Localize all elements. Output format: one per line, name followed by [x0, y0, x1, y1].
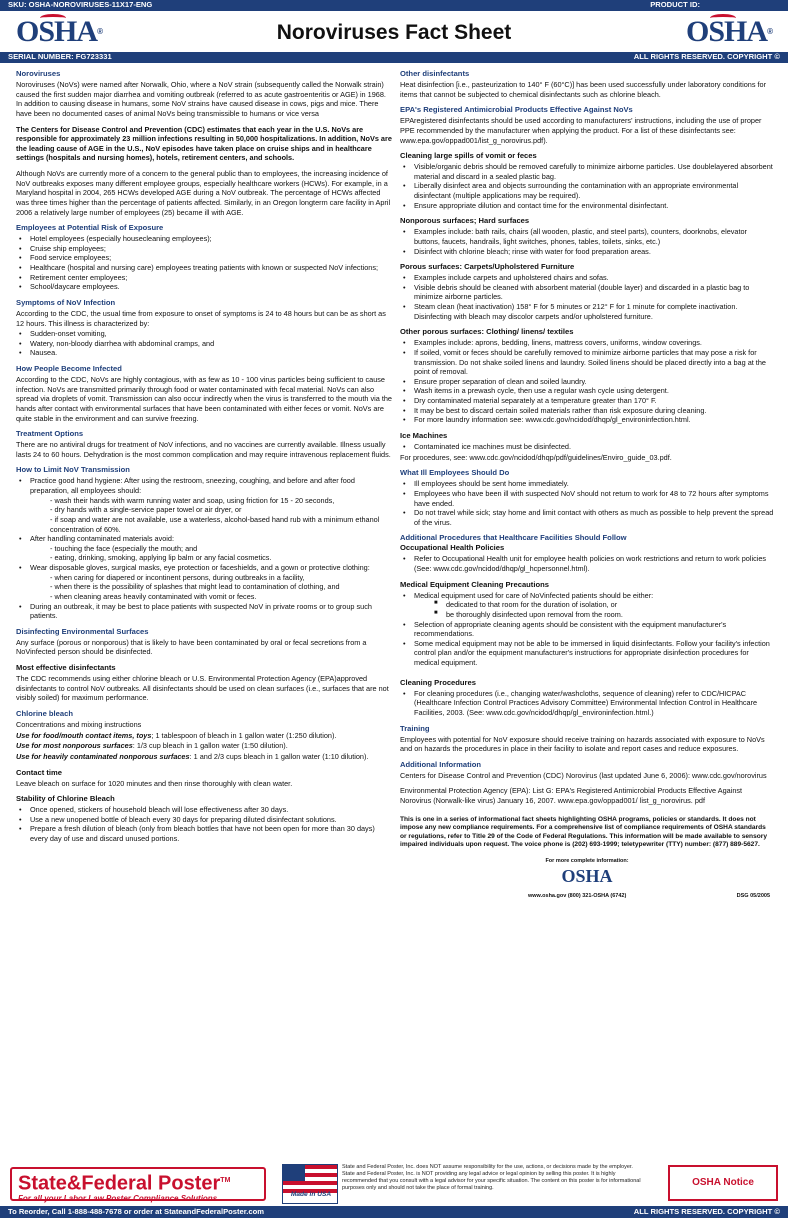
list-item: • Ill employees should be sent home immediately.	[400, 479, 774, 489]
list-item: • Steam clean (heat inactivation) 158° F for 5 minutes or 212° F for 1 minute for complete inactivation. Disinfecting with bleach may discolor carpets and/or upholstered furniture.	[400, 302, 774, 321]
right-column	[400, 69, 774, 900]
list-item: • Hotel employees (especially housecleaning employees);	[16, 234, 392, 244]
list-item: • Practice good hand hygiene: After using the restroom, sneezing, coughing, and before and after food preparation, all employees should:	[16, 476, 392, 495]
paragraph: Employees with potential for NoV exposure should receive training on hazards associated with exposure to NoVs and on hazards the procedures in place in their facility to isolate and report cases and reduce exposures.	[400, 734, 765, 754]
paragraph: According to the CDC, the usual time from exposure to onset of symptoms is 24 to 48 hours but can be as short as 12 hours. This illness is characterized by:	[16, 308, 386, 328]
section-heading: Other disinfectants	[400, 69, 470, 78]
sub-item: - touching the face (especially the mouth; and	[50, 543, 198, 553]
sub-item: - eating, drinking, smoking, applying lip balm or any facial cosmetics.	[50, 553, 272, 563]
list-item: • For more laundry information see: www.cdc.gov/ncidod/dhqp/gl_environinfection.html.	[400, 415, 774, 425]
disclaimer: State and Federal Poster, Inc. does NOT assume responsibility for the use, actions, or decisions made by the employer. State and Federal Poster, Inc. is NOT providing any legal advice or legal opinion by selling this poster. It is highly recommended that you consult with a legal advisor for your specific situation. The content on this poster is for informational purposes only and should not take the place of formal training.	[342, 1164, 641, 1191]
paragraph: Centers for Disease Control and Prevention (CDC) Norovirus (last updated June 6, 2006): www.cdc.gov/norovirus	[400, 770, 767, 780]
list-item: • School/daycare employees.	[16, 282, 392, 292]
section-heading: How People Become Infected	[16, 364, 122, 374]
section-heading: What Ill Employees Should Do	[400, 468, 510, 478]
list-item: • Food service employees;	[16, 253, 392, 263]
list-item: • Once opened, stickers of household bleach will lose effectiveness after 30 days.	[16, 805, 392, 815]
list-item: • Contaminated ice machines must be disinfected.	[400, 442, 774, 452]
list-item: • Sudden-onset vomiting,	[16, 329, 392, 339]
list-item: • Use a new unopened bottle of bleach every 30 days for preparing diluted disinfectant solutions.	[16, 815, 392, 825]
list-item: • Examples include: bath rails, chairs (all wooden, plastic, and steel parts), counters, doorknobs, elevator buttons, faucets, handrails, light switches, phones, tables, toilets, sinks, etc.)	[400, 227, 774, 246]
footer	[0, 1161, 788, 1206]
subsection-heading: Stability of Chlorine Bleach	[16, 794, 115, 804]
paragraph: Concentrations and mixing instructions	[16, 720, 142, 730]
list-item: • Prepare a fresh dilution of bleach (only from bleach bottles that have not been open for more than 30 days) every day of use and discard unused portions.	[16, 824, 392, 843]
subsection-heading: Occupational Health Policies	[400, 543, 505, 553]
paragraph: EPAregistered disinfectants should be used according to manufacturers' instructions, including the use of proper PPE recommended by the manufacturer when applying the product. For a list of these disinfectants see: www.epa.gov/oppad001/list_g_norovirus.pdf).	[400, 116, 762, 145]
list-item: • Refer to Occupational Health unit for employee health policies on work restrictions and return to work policies (See: www.cdc.gov/ncidod/dhqp/gl_hcpersonnel.html).	[400, 554, 774, 573]
osha-small-logo: OSHA	[561, 866, 613, 887]
sub-item: - wash their hands with warm running water and soap, using friction for 15 - 20 seconds,	[50, 495, 335, 505]
list-item: • Wash items in a prewash cycle, then use a regular wash cycle using detergent.	[400, 386, 774, 396]
section-heading: How to Limit NoV Transmission	[16, 465, 130, 475]
product-id-label: PRODUCT ID:	[650, 0, 700, 10]
subsection-heading: Nonporous surfaces; Hard surfaces	[400, 216, 530, 226]
sub-item: - when caring for diapered or incontinent persons, during outbreaks in a facility,	[50, 572, 305, 582]
sub-item: - if soap and water are not available, use a waterless, alcohol-based hand rub with a minimum ethanol concentration of 60%.	[50, 514, 380, 534]
top-bar	[0, 0, 788, 11]
bleach-instruction: Use for heavily contaminated nonporous surfaces: 1 and 2/3 cups bleach in 1 gallon water (1:10 dilution).	[16, 751, 369, 761]
list-item: • Employees who have been ill with suspected NoV should not return to work for 48 to 72 hours after symptoms have ended.	[400, 489, 774, 508]
list-item: • After handling contaminated materials avoid:	[16, 534, 392, 544]
list-item: • Watery, non-bloody diarrhea with abdominal cramps, and	[16, 339, 392, 349]
paragraph: Leave bleach on surface for 1020 minutes and then rinse thoroughly with clean water.	[16, 778, 293, 788]
list-item: • It may be best to discard certain soiled materials rather than risk exposure during cleaning.	[400, 406, 774, 416]
osha-notice-badge: OSHA Notice	[668, 1165, 778, 1201]
header	[0, 11, 788, 52]
list-item: • Do not travel while sick; stay home and limit contact with others as much as possible to help prevent the spread of the virus.	[400, 508, 774, 527]
for-info-label: For more complete information:	[545, 857, 629, 864]
sub-item: ■ be thoroughly disinfected upon removal from the room.	[400, 610, 774, 620]
serial-bar	[0, 52, 788, 63]
paragraph: Heat disinfection [i.e., pasteurization to 140° F (60°C)] has been used successfully under laboratory conditions for items that cannot be subjected to chemical disinfectants such as chlorine bleach.	[400, 80, 767, 99]
section-heading: Chlorine bleach	[16, 709, 73, 718]
textile-list	[400, 338, 774, 425]
list-item: • Liberally disinfect area and objects surrounding the contamination with an appropriate environmental disinfectant (multiple applications may be required).	[400, 181, 774, 200]
serial-number: SERIAL NUMBER: FG723331	[8, 52, 112, 62]
paragraph: Noroviruses (NoVs) were named after Norwalk, Ohio, where a NoV strain (subsequently called the Norwalk strain) caused the first sudden major diarrhea and vomiting outbreak (referred to as acute gastroenteritis or AGE) in 1968. In addition to causing disease in humans, some NoV strains have caused disease in cows, pigs and mice. There have been no documented cases of animal NoVs being transmissible to humans or vice versa	[16, 80, 386, 118]
ice-list	[400, 442, 774, 452]
paragraph: The Centers for Disease Control and Prevention (CDC) estimates that each year in the U.S. NoVs are responsible for approximately 23 million infections resulting in 50,000 hospitalizations. In addition, NoVs are the leading cause of AGE in the U.S., NoV episodes have taken place on cruise ships and in healthcare settings (hospitals and nursing homes), hotels, retirement centers, and schools.	[16, 124, 392, 163]
cleaning-list	[400, 689, 774, 718]
porous-list	[400, 273, 774, 321]
list-item: • Visible debris should be cleaned with absorbent material (double layer) and discarded in a plastic bag to minimize airborne particles.	[400, 283, 774, 302]
paragraph: Although NoVs are currently more of a concern to the general public than to employees, the increasing incidence of NoV outbreaks exposes many different employee groups, especially healthcare workers (HCWs). For example, in a Maryland hospital in 2004, 265 HCWs developed AGE during a NoV outbreak. The percentage of HCWs affected was three times higher than the percentage of patients affected. Similarly, in an Oregon longterm care facility in April 2006 a relatively large number of employees (25) became ill with AGE.	[16, 169, 391, 217]
section-heading: Additional Information	[400, 759, 481, 769]
risk-list	[16, 234, 392, 292]
osha-contact-block	[400, 858, 774, 901]
section-heading: Additional Procedures that Healthcare Facilities Should Follow	[400, 533, 627, 543]
subsection-heading: Porous surfaces: Carpets/Upholstered Furniture	[400, 262, 575, 272]
osha-contact: www.osha.gov (800) 321-OSHA (6742)	[528, 893, 627, 900]
section-heading: Employees at Potential Risk of Exposure	[16, 223, 164, 233]
section-heading: Treatment Options	[16, 429, 84, 439]
list-item: • If soiled, vomit or feces should be carefully removed to minimize airborne particles that may pose a risk for transmission. Do not shake soiled linens and laundry. Soiled linens should be placed directly into a bag at the point of removal.	[400, 348, 774, 377]
list-item: • Medical equipment used for care of NoVinfected patients should be either:	[400, 591, 774, 601]
sub-item: - when cleaning areas heavily contaminated with vomit or feces.	[50, 591, 257, 601]
subsection-heading: Medical Equipment Cleaning Precautions	[400, 579, 549, 589]
list-item: • For cleaning procedures (i.e., changing water/washcloths, sequence of cleaning) refer to CDC/HICPAC (Healthcare Infection Control Practices Advisory Committee) Environmental Infection Control in Healthcare Facilities, 2003. (See: www.cdc.gov/ncidod/dhqp/gl_environinfection.html.)	[400, 689, 774, 718]
subsection-heading: Cleaning Procedures	[400, 677, 476, 687]
subsection-heading: Other porous surfaces: Clothing/ linens/ textiles	[400, 327, 574, 337]
section-heading: EPA's Registered Antimicrobial Products Effective Against NoVs	[400, 105, 633, 115]
symptom-list	[16, 329, 392, 358]
subsection-heading: Cleaning large spills of vomit or feces	[400, 151, 537, 161]
made-in-usa-flag-icon: Made in USA	[282, 1164, 338, 1204]
medical-list	[400, 591, 774, 668]
limit-list	[16, 476, 392, 620]
list-item: • Ensure proper separation of clean and soiled laundry.	[400, 377, 774, 387]
page-title: Noroviruses Fact Sheet	[276, 21, 512, 44]
paragraph: The CDC recommends using either chlorine bleach or U.S. Environmental Protection Agency (EPA)approved disinfectants to control NoV outbreaks. All disinfectants should be used on clean surfaces (i.e., surfaces that are not visibly soiled) for maximum performance.	[16, 674, 389, 703]
list-item: • Cruise ship employees;	[16, 244, 392, 254]
occupational-list	[400, 554, 774, 573]
osha-logo-left: OSHA®	[16, 15, 102, 48]
section-heading: Symptoms of NoV Infection	[16, 297, 116, 307]
list-item: • Examples include carpets and upholstered chairs and sofas.	[400, 273, 774, 283]
section-heading: Noroviruses	[16, 69, 61, 78]
bottom-bar	[0, 1206, 788, 1218]
paragraph: Any surface (porous or nonporous) that is likely to have been contaminated by oral or fecal secretions from a NoVinfected person should be disinfected.	[16, 637, 367, 657]
list-item: • Disinfect with chlorine bleach; rinse with water for food preparation areas.	[400, 247, 774, 257]
ill-list	[400, 479, 774, 527]
dsg-code: DSG 05/2005	[736, 893, 770, 900]
list-item: • Wear disposable gloves, surgical masks, eye protection or faceshields, and a gown or protective clothing:	[16, 563, 392, 573]
list-item: • Dry contaminated material separately at a temperature greater than 170° F.	[400, 396, 774, 406]
section-heading: Disinfecting Environmental Surfaces	[16, 626, 149, 636]
paragraph: For procedures, see: www.cdc.gov/ncidod/dhqp/pdf/guidelines/Enviro_guide_03.pdf.	[400, 452, 672, 462]
sub-item: - when there is the possibility of splashes that might lead to contamination of clothing, and	[50, 582, 340, 592]
bleach-instruction: Use for most nonporous surfaces: 1/3 cup bleach in 1 gallon water (1:50 dilution).	[16, 741, 288, 751]
bleach-instruction: Use for food/mouth contact items, toys; 1 tablespoon of bleach in 1 gallon water (1:250 dilution).	[16, 730, 337, 740]
section-heading: Training	[400, 723, 430, 733]
series-note: This is one in a series of informational fact sheets highlighting OSHA programs, policies or standards. It does not impose any new compliance requirements. For a comprehensive list of compliance requirements of OSHA standards or regulations, refer to Title 29 of the Code of Federal Regulations. This information will be made available to sensory impaired individuals upon request. The voice phone is (202) 693-1999; teletypewriter (TTY) number: (877) 889-5627.	[400, 815, 768, 849]
paragraph: There are no antiviral drugs for treatment of NoV infections, and no vaccines are currently available. Illness usually lasts 24 to 60 hours. Dehydration is the most common complication and may require intravenous replacement fluids.	[16, 440, 391, 459]
reorder-info: To Reorder, Call 1-888-488-7678 or order at StateandFederalPoster.com	[8, 1206, 265, 1216]
nonporous-list	[400, 227, 774, 256]
sub-item: - dry hands with a single-service paper towel or air dryer, or	[50, 505, 242, 515]
list-item: • Selection of appropriate cleaning agents should be consistent with the equipment manufacturer's recommendations.	[400, 620, 774, 639]
list-item: • Some medical equipment may not be able to be immersed in liquid disinfectants. Follow your facility's infection control plan and/or the equipment manufacturer's instructions for appropriate disinfection procedures for medical equipment.	[400, 639, 774, 668]
sub-item: ■ dedicated to that room for the duration of isolation, or	[400, 600, 774, 610]
spill-list	[400, 162, 774, 210]
copyright-bottom: ALL RIGHTS RESERVED. COPYRIGHT ©	[633, 1206, 780, 1216]
list-item: • Healthcare (hospital and nursing care) employees treating patients with known or suspected NoV infections;	[16, 263, 392, 273]
osha-logo-right: OSHA®	[686, 15, 772, 48]
list-item: • Ensure appropriate dilution and contact time for the environmental disinfectant.	[400, 201, 774, 211]
subsection-heading: Ice Machines	[400, 430, 448, 440]
sku-label: SKU: OSHA-NOROVIRUSES-11X17-ENG	[8, 0, 153, 10]
subsection-heading: Contact time	[16, 767, 62, 777]
list-item: • Retirement center employees;	[16, 273, 392, 283]
paragraph: Environmental Protection Agency (EPA): List G: EPA's Registered Antimicrobial Products Effective Against Norovirus (Norwalk-like virus) January 16, 2007. www.epa.gov/oppad001/ list_g_norovirus. pdf	[400, 786, 743, 806]
subsection-heading: Most effective disinfectants	[16, 663, 116, 673]
list-item: • Examples include: aprons, bedding, linens, mattress covers, uniforms, window coverings.	[400, 338, 774, 348]
list-item: • Visible/organic debris should be removed carefully to minimize airborne particles. Use doublelayered absorbent material and discard in a sealed plastic bag.	[400, 162, 774, 181]
copyright: ALL RIGHTS RESERVED. COPYRIGHT ©	[633, 52, 780, 62]
list-item: • During an outbreak, it may be best to place patients with suspected NoV in private rooms or to group such patients.	[16, 602, 392, 621]
state-federal-poster-logo: State&Federal Poster™ For all your Labor Law Poster Compliance Solutions	[10, 1167, 266, 1201]
paragraph: According to the CDC, NoVs are highly contagious, with as few as 10 - 100 virus particles being sufficient to cause infection. NoVs are transmitted primarily through food or water contaminated with fecal material. NoVs can also spread via droplets of vomit. Transmission can also occur indirectly when the virus is transferred to the mouth via the hands after contact with environmental surfaces that have been contaminated with either feces or vomit. NoVs are quite stable in the environment and can survive freezing.	[16, 375, 392, 423]
stability-list	[16, 805, 392, 844]
left-column	[16, 69, 392, 844]
list-item: • Nausea.	[16, 348, 392, 358]
